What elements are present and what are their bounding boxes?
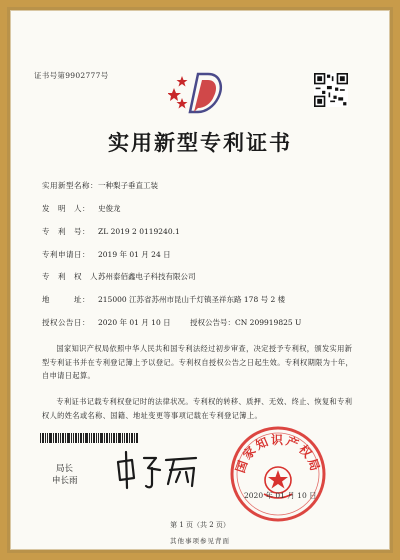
certificate-paragraph-2: 专利证书记载专利权登记时的法律状况。专利权的转移、质押、无效、终止、恢复和专利权人的姓名或名称、国籍、地址变更等事项记载在专利登记簿上。 — [42, 397, 353, 420]
field-label: 发 明 人： — [42, 204, 90, 213]
field-value: 一种梨子垂直工装 — [98, 181, 158, 190]
field-label: 专利申请日： — [42, 250, 90, 259]
certificate-paragraph-1: 国家知识产权局依照中华人民共和国专利法经过初步审查，决定授予专利权，颁发实用新型专利证书并在专利登记簿上予以登记。专利权自授权公告之日起生效。专利权期限为十年，自申请日起算。 — [42, 344, 354, 380]
field-grant-date — [42, 317, 171, 328]
field-value: 苏州泰佰鑫电子科技有限公司 — [98, 272, 196, 281]
field-value: 史俊龙 — [98, 204, 121, 213]
field-label: 实用新型名称： — [42, 181, 98, 190]
official-seal — [228, 424, 328, 524]
field-label: 地 址： — [42, 295, 90, 304]
page-number: 第 1 页（共 2 页） — [170, 521, 230, 529]
svg-text:国家知识产权局: 国家知识产权局 — [233, 433, 323, 475]
director-signature — [112, 448, 202, 492]
seal-date: 2020 年 01 月 10 日 — [244, 491, 317, 500]
field-label: 授权公告号： — [190, 318, 235, 327]
field-value: ZL 2019 2 0119240.1 — [98, 227, 180, 236]
certificate-number: 证书号第9902777号 — [34, 71, 109, 80]
field-value: 2019 年 01 月 24 日 — [98, 250, 171, 259]
cnipa-logo-icon — [168, 68, 228, 116]
role-title: 局长 — [56, 464, 74, 474]
field-patentee — [42, 271, 196, 282]
field-value: 2020 年 01 月 10 日 — [98, 318, 171, 327]
field-value: CN 209919825 U — [235, 318, 302, 327]
field-value: 215000 江苏省苏州市昆山千灯镇圣祥东路 178 号 2 楼 — [98, 295, 286, 304]
field-label: 专 利 权 人： — [42, 272, 106, 281]
field-utility-model-name — [42, 180, 158, 191]
field-inventor — [42, 203, 121, 214]
footer-note: 其他事项参见背面 — [170, 537, 230, 545]
field-address — [42, 294, 285, 305]
certificate-title: 实用新型专利证书 — [108, 130, 292, 155]
field-application-date — [42, 249, 171, 260]
field-patent-number — [42, 226, 180, 237]
field-label: 授权公告日： — [42, 318, 90, 327]
qr-code — [314, 73, 348, 107]
barcode — [40, 433, 138, 443]
field-label: 专 利 号： — [42, 227, 90, 236]
role-name: 申长雨 — [52, 476, 78, 486]
field-publication-number — [190, 317, 301, 328]
